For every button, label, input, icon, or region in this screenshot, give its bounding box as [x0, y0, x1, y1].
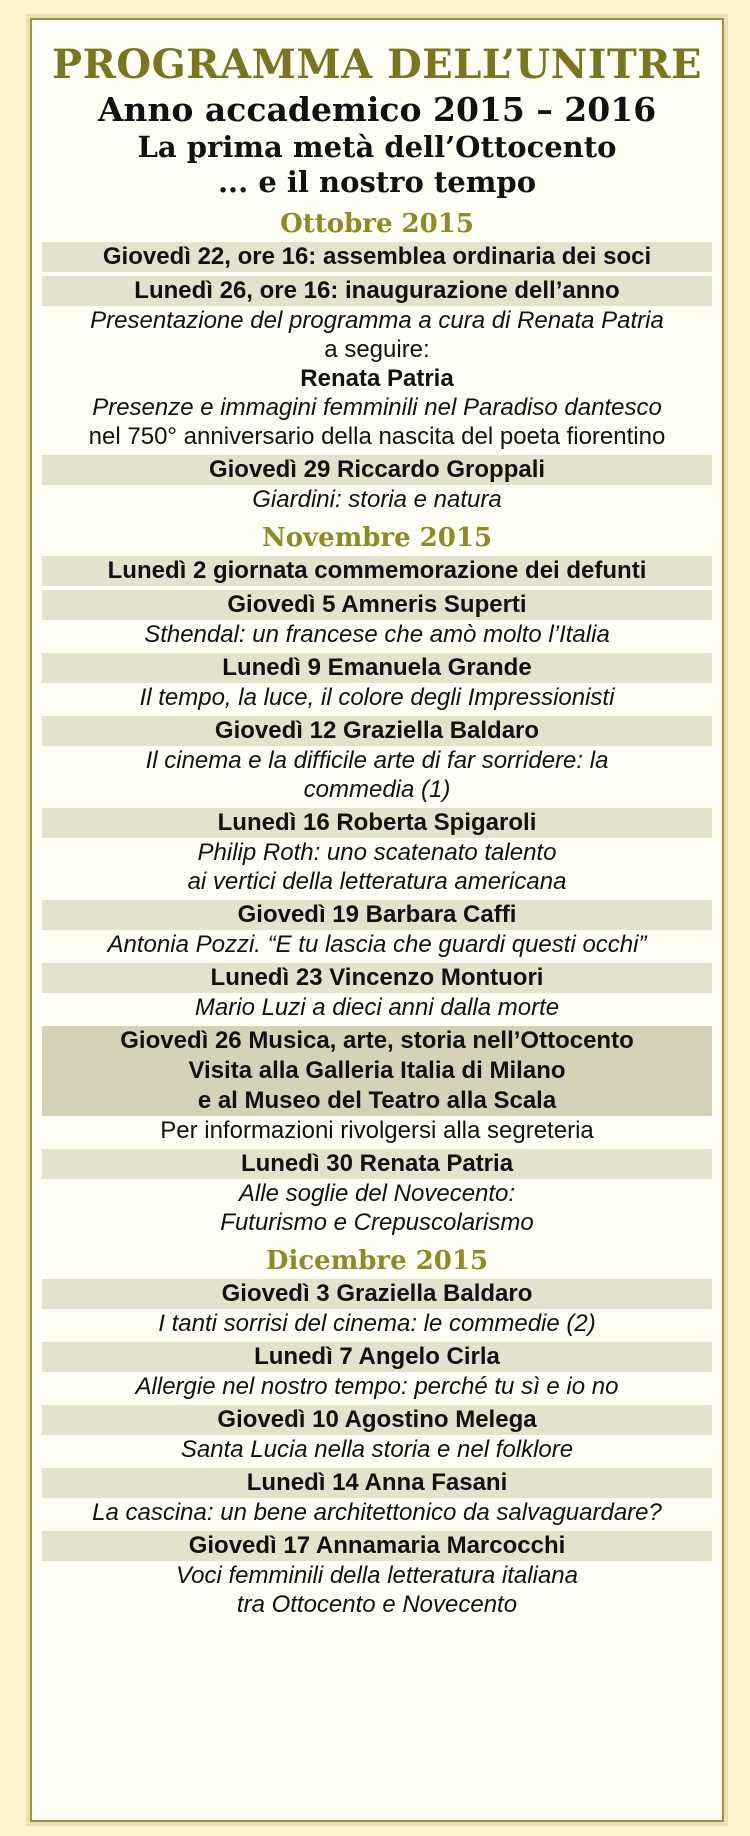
event-item [42, 1405, 712, 1464]
event-description: Alle soglie del Novecento: [238, 1180, 516, 1207]
event-heading [42, 653, 712, 683]
month-section [42, 1243, 712, 1619]
event-heading [42, 242, 712, 272]
event-description: nel 750° anniversario della nascita del poeta fiorentino [88, 423, 666, 450]
event-heading [42, 716, 712, 746]
event-description: Futurismo e Crepuscolarismo [220, 1209, 534, 1236]
event-item [42, 1026, 712, 1145]
event-heading [42, 590, 712, 620]
month-section [42, 206, 712, 514]
event-item [42, 1342, 712, 1401]
event-description: Mario Luzi a dieci anni dalla morte [194, 994, 560, 1021]
event-item [42, 276, 712, 451]
event-item [42, 455, 712, 514]
program-panel [30, 18, 724, 1822]
event-heading-line: Lunedì 26, ore 16: inaugurazione dell’anno [134, 277, 620, 304]
event-heading-line: Giovedì 17 Annamaria Marcocchi [188, 1532, 566, 1559]
event-heading-line: e al Museo del Teatro alla Scala [197, 1087, 557, 1114]
event-heading-line: Visita alla Galleria Italia di Milano [188, 1057, 566, 1084]
event-description: Santa Lucia nella storia e nel folklore [180, 1436, 574, 1463]
event-description: commedia (1) [303, 776, 451, 803]
event-description: Philip Roth: uno scatenato talento [197, 839, 557, 866]
event-heading-line: Lunedì 30 Renata Patria [240, 1150, 514, 1177]
event-description: Sthendal: un francese che amò molto l’Italia [144, 621, 610, 648]
event-heading-line: Giovedì 12 Graziella Baldaro [214, 717, 540, 744]
event-heading-line: Lunedì 7 Angelo Cirla [254, 1343, 500, 1370]
event-heading-line: Lunedì 16 Roberta Spigaroli [217, 809, 537, 836]
event-item [42, 1531, 712, 1619]
event-heading [42, 1405, 712, 1435]
event-item [42, 808, 712, 896]
event-description: Giardini: storia e natura [252, 486, 502, 513]
event-description: La cascina: un bene architettonico da salvaguardare? [92, 1499, 662, 1526]
event-heading [42, 963, 712, 993]
program-header [32, 20, 722, 200]
academic-year: Anno accademico 2015 – 2016 [97, 90, 657, 129]
event-heading [42, 556, 712, 586]
event-description: Presenze e immagini femminili nel Paradiso dantesco [92, 394, 662, 421]
speaker-name: Renata Patria [300, 365, 454, 392]
month-heading: Dicembre 2015 [265, 1246, 489, 1276]
event-heading-line: Giovedì 3 Graziella Baldaro [221, 1280, 533, 1307]
event-description: Presentazione del programma a cura di Renata Patria [90, 307, 664, 334]
theme-line-1: La prima metà dell’Ottocento [137, 130, 617, 164]
event-item [42, 653, 712, 712]
event-description: Voci femminili della letteratura italiana [176, 1562, 578, 1589]
event-description: Il tempo, la luce, il colore degli Impressionisti [139, 684, 615, 711]
event-description: a seguire: [324, 336, 430, 363]
event-heading [42, 276, 712, 306]
event-heading-line: Lunedì 9 Emanuela Grande [222, 654, 532, 681]
event-item [42, 590, 712, 649]
event-item [42, 900, 712, 959]
event-item [42, 556, 712, 586]
event-heading-line: Lunedì 14 Anna Fasani [246, 1469, 508, 1496]
event-description: Antonia Pozzi. “E tu lascia che guardi questi occhi” [107, 931, 647, 958]
event-heading-line: Giovedì 29 Riccardo Groppali [208, 456, 546, 483]
event-description: Per informazioni rivolgersi alla segreteria [160, 1117, 594, 1144]
event-heading [42, 1468, 712, 1498]
program-title: PROGRAMMA DELL’UNITRE [51, 41, 703, 88]
event-heading [42, 1279, 712, 1309]
event-description: I tanti sorrisi del cinema: le commedie (2) [158, 1310, 596, 1337]
theme-line-2: ... e il nostro tempo [217, 165, 537, 199]
event-item [42, 1149, 712, 1237]
event-heading-line: Giovedì 22, ore 16: assemblea ordinaria dei soci [102, 243, 652, 270]
event-item [42, 963, 712, 1022]
event-heading-line: Giovedì 26 Musica, arte, storia nell’Ottocento [120, 1027, 634, 1054]
event-item [42, 1468, 712, 1527]
event-description: Il cinema e la difficile arte di far sorridere: la [145, 747, 609, 774]
event-heading [42, 808, 712, 838]
month-heading: Ottobre 2015 [280, 209, 474, 239]
month-section [42, 520, 712, 1237]
event-item [42, 716, 712, 804]
event-heading-line: Giovedì 19 Barbara Caffi [237, 901, 517, 928]
event-heading [42, 1149, 712, 1179]
event-description: tra Ottocento e Novecento [236, 1591, 518, 1618]
event-heading [42, 455, 712, 485]
event-heading [42, 1342, 712, 1372]
month-heading: Novembre 2015 [261, 523, 493, 553]
event-heading-line: Giovedì 5 Amneris Superti [227, 591, 527, 618]
event-heading [42, 900, 712, 930]
event-heading-line: Lunedì 23 Vincenzo Montuori [210, 964, 544, 991]
event-heading-line: Lunedì 2 giornata commemorazione dei defunti [107, 557, 647, 584]
event-heading [42, 1531, 712, 1561]
event-heading [42, 1026, 712, 1116]
event-heading-line: Giovedì 10 Agostino Melega [217, 1406, 537, 1433]
month-sections [32, 206, 722, 1619]
event-item [42, 1279, 712, 1338]
event-description: Allergie nel nostro tempo: perché tu sì e io no [135, 1373, 619, 1400]
event-description: ai vertici della letteratura americana [187, 868, 567, 895]
event-item [42, 242, 712, 272]
